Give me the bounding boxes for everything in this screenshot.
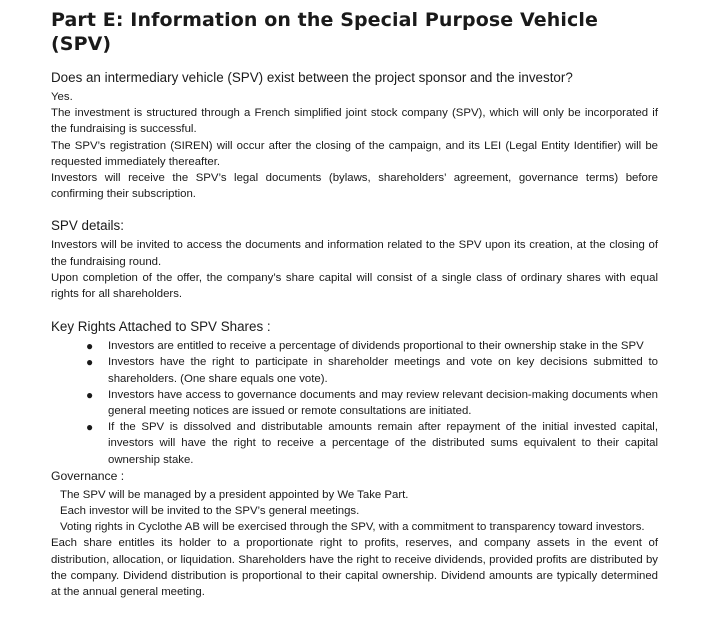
page-title: Part E: Information on the Special Purpose Vehicle (SPV) [51,9,598,55]
list-item [86,354,658,386]
list-item-text: Investors are entitled to receive a percentage of dividends proportional to their ownership stake in the SPV [108,340,644,353]
intro-paragraph: The investment is structured through a French simplified joint stock company (SPV), which will only be incorporated if the fundraising is successful. [51,107,658,136]
spv-details-paragraph: Upon completion of the offer, the company’s share capital will consist of a single class of ordinary shares with equal rights for all shareholders. [51,271,658,301]
governance-closing-paragraph: Each share entitles its holder to a proportionate right to profits, reserves, and company assets in the event of distribution, allocation, or liquidation. Shareholders have the right to receive dividends, provided profits are distributed by the company. Dividend distribution is proportional to their capital ownership. Dividend amounts are typically determined at the annual general meeting. [51,537,658,599]
bullet-icon: ● [86,355,94,370]
spv-details-heading: SPV details: [51,218,124,234]
bullet-icon: ● [86,339,94,354]
governance-line: The SPV will be managed by a president appointed by We Take Part. [60,488,409,501]
governance-heading: Governance : [51,468,125,483]
spv-details-paragraph: Investors will be invited to access the documents and information related to the SPV upon its creation, at the closing of the fundraising round. [51,239,658,268]
list-item [86,419,658,468]
key-rights-list [51,338,658,468]
list-item-text: If the SPV is dissolved and distributable amounts remain after repayment of the initial invested capital, investors will have the right to receive a percentage of the distributed sums equivalent to their capital ownership stake. [108,421,658,466]
intro-paragraph: Investors will receive the SPV’s legal documents (bylaws, shareholders’ agreement, governance terms) before confirming their subscription. [51,172,658,201]
key-rights-heading: Key Rights Attached to SPV Shares : [51,319,271,335]
bullet-icon: ● [86,387,94,402]
list-item-text: Investors have the right to participate in shareholder meetings and vote on key decisions submitted to shareholders. (One share equals one vote). [108,356,658,385]
list-item [86,387,658,419]
bullet-icon: ● [86,420,94,435]
governance-line: Voting rights in Cyclothe AB will be exercised through the SPV, with a commitment to transparency toward investors. [60,521,645,534]
governance-line: Each investor will be invited to the SPV’s general meetings. [60,505,360,518]
list-item [86,338,658,354]
list-item-text: Investors have access to governance documents and may review relevant decision-making documents when general meeting notices are issued or remote consultations are initiated. [108,388,658,418]
intro-answer: Yes. [51,91,73,103]
spv-question: Does an intermediary vehicle (SPV) exist between the project sponsor and the investor? [51,70,573,85]
intro-paragraph: The SPV’s registration (SIREN) will occur after the closing of the campaign, and its LEI (Legal Entity Identifier) will be requested immediately thereafter. [51,139,658,168]
